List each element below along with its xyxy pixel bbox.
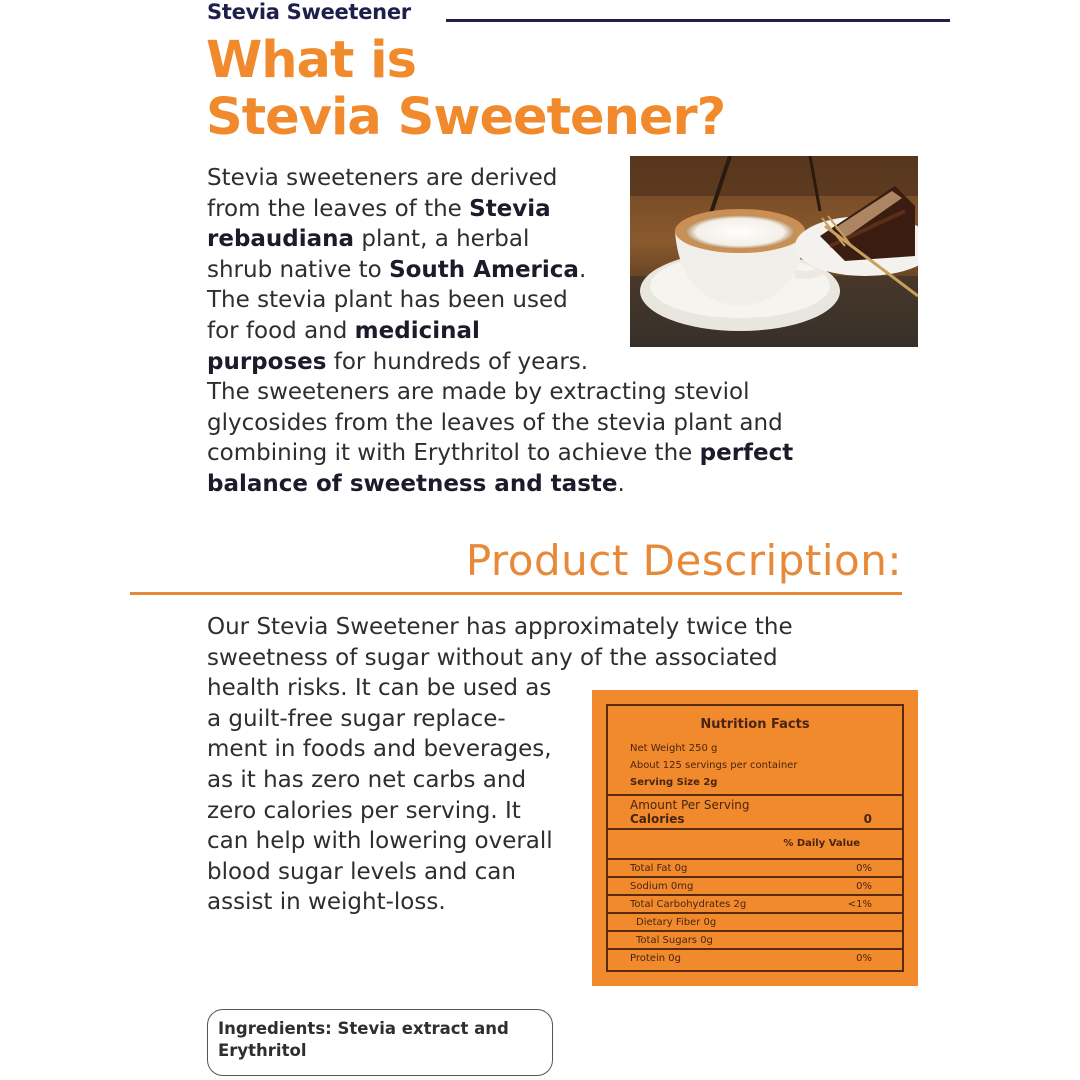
title-line-1: What is	[206, 31, 416, 90]
text-span: combining it with Erythritol to achieve the	[207, 440, 700, 467]
intro-line	[207, 469, 867, 500]
nutrition-facts-title: Nutrition Facts	[700, 717, 810, 732]
desc-line: Our Stevia Sweetener has approximately twice the	[207, 614, 793, 640]
desc-line: as it has zero net carbs and	[207, 766, 527, 793]
text-span: for hundreds of years.	[326, 348, 589, 375]
bold-phrase: rebaudiana	[207, 226, 355, 253]
intro-line	[207, 438, 867, 469]
servings-per-container: About 125 servings per container	[630, 760, 798, 771]
calories-row	[630, 812, 872, 826]
amount-per-serving-block	[608, 796, 902, 828]
nutrient-row	[608, 930, 902, 948]
nutrient-row	[608, 948, 902, 966]
nutrient-row	[608, 876, 902, 894]
daily-value-header: % Daily Value	[783, 838, 860, 849]
bold-phrase: medicinal	[354, 317, 480, 344]
desc-line: ment in foods and beverages,	[207, 736, 552, 763]
bold-phrase: perfect	[699, 440, 794, 467]
nutrition-facts-table	[606, 704, 904, 972]
text-span: from the leaves of the	[207, 195, 470, 222]
coffee-cake-photo	[630, 156, 918, 347]
bold-phrase: South America	[389, 256, 579, 283]
text-span: .	[578, 256, 587, 283]
text-span: The sweeteners are made by extracting steviol	[207, 379, 750, 406]
calories-label: Calories	[630, 812, 685, 826]
product-description-heading: Product Description:	[465, 536, 902, 585]
intro-line	[207, 377, 867, 408]
desc-line: health risks. It can be used as	[207, 675, 552, 702]
bold-phrase: balance of sweetness and taste	[207, 470, 618, 497]
net-weight: Net Weight 250 g	[630, 743, 718, 754]
desc-line: sweetness of sugar without any of the associated	[207, 644, 778, 671]
text-span: .	[617, 470, 625, 497]
nutrient-rows	[608, 858, 902, 966]
nutrient-daily-value: 0%	[856, 953, 872, 964]
nutrient-row	[608, 858, 902, 876]
text-span: The stevia plant has been used	[207, 287, 568, 314]
intro-line	[207, 408, 867, 439]
nutrient-daily-value: <1%	[847, 899, 872, 910]
intro-line	[207, 347, 867, 378]
kicker-rule	[446, 19, 950, 22]
serving-size: Serving Size 2g	[630, 777, 718, 788]
desc-line: a guilt-free sugar replace-	[207, 705, 506, 732]
text-span: for food and	[207, 317, 355, 344]
title-line-2: Stevia Sweetener?	[206, 88, 726, 147]
desc-line: blood sugar levels and can	[207, 858, 516, 885]
nutrient-label: Total Sugars 0g	[636, 935, 713, 946]
text-span: Stevia sweeteners are derived	[207, 165, 558, 191]
nutrient-label: Dietary Fiber 0g	[636, 917, 717, 928]
text-span: glycosides from the leaves of the stevia plant and	[207, 409, 783, 436]
text-span: shrub native to	[207, 256, 390, 283]
nutrient-daily-value: 0%	[856, 863, 872, 874]
nutrient-label: Protein 0g	[630, 953, 681, 964]
nutrient-row	[608, 894, 902, 912]
desc-line: assist in weight-loss.	[207, 889, 446, 916]
nutrient-row	[608, 912, 902, 930]
nutrition-meta	[608, 740, 902, 791]
calories-value: 0	[863, 812, 872, 826]
kicker-label: Stevia Sweetener	[207, 0, 411, 24]
nutrition-facts-panel	[592, 690, 918, 986]
section-divider	[130, 592, 902, 595]
text-span: plant, a herbal	[354, 226, 530, 253]
ingredients-box: Ingredients: Stevia extract and Erythritol	[207, 1009, 553, 1076]
desc-line: zero calories per serving. It	[207, 797, 521, 824]
nutrient-daily-value: 0%	[856, 881, 872, 892]
bold-phrase: purposes	[207, 348, 327, 375]
nutrient-label: Total Fat 0g	[630, 863, 688, 874]
desc-line: can help with lowering overall	[207, 828, 553, 855]
page-title	[206, 32, 725, 146]
nutrient-label: Total Carbohydrates 2g	[630, 899, 747, 910]
amount-per-serving-label: Amount Per Serving	[630, 798, 750, 812]
bold-phrase: Stevia	[469, 195, 551, 222]
nutrient-label: Sodium 0mg	[630, 881, 694, 892]
photo-illustration	[630, 156, 918, 347]
